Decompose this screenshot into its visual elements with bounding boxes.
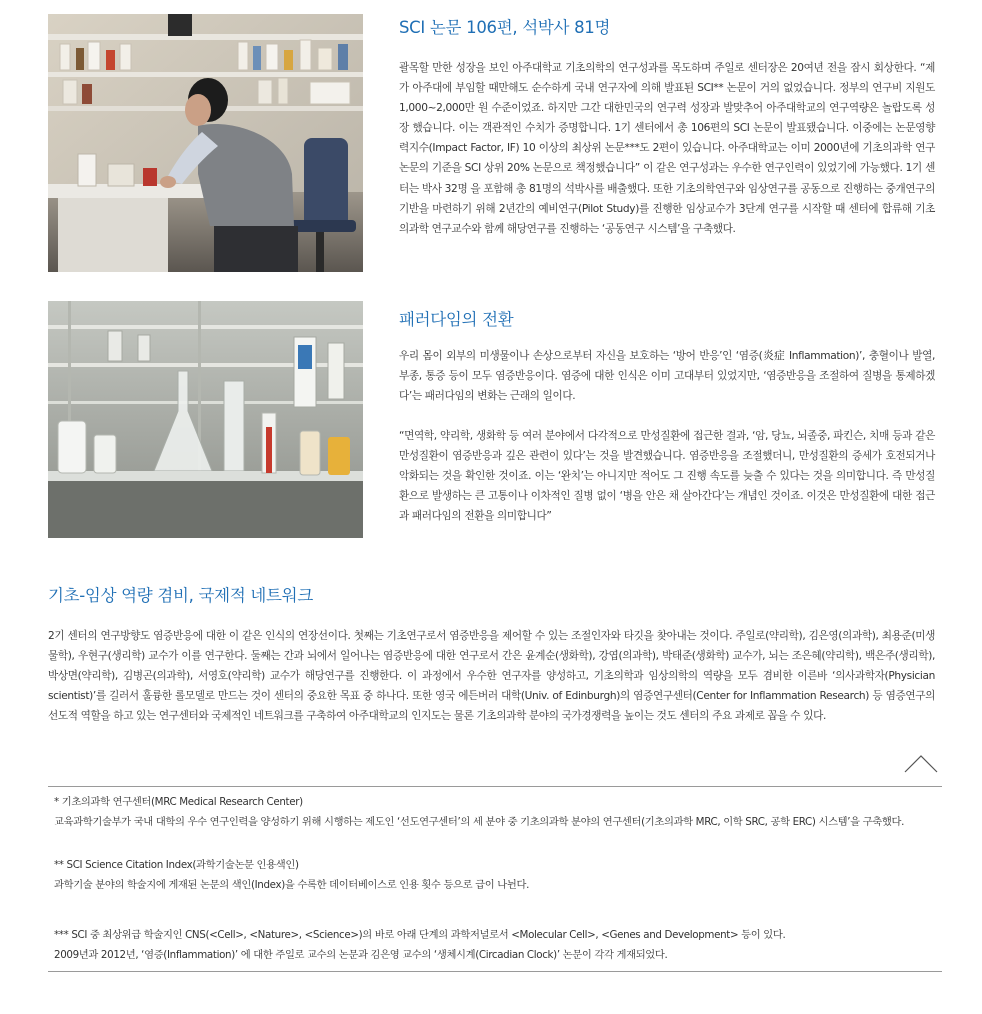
lab-glassware-photo (48, 301, 363, 538)
chevron-up-icon (903, 752, 939, 774)
footnotes-bottom-divider (48, 971, 942, 972)
section-body-paradigm-shift-2 (399, 426, 935, 526)
footnote-sci (54, 855, 935, 895)
footnote-mrc (54, 792, 935, 832)
quote-paragraph: “면역학, 약리학, 생화학 등 여러 분야에서 다각적으로 만성질환에 접근한 결과, ‘암, 당뇨, 뇌졸중, 파킨슨, 치매 등과 같은 만성질환이 염증반응과 깊은 관련이 있다’는 것을 발견했습니다. 염증반응을 조절했더니, 만성질환의 증세가 호전되거나 악화되는 것을 확인한 것이죠. 이는 ‘완치’는 아니지만 적어도 그 진행 속도를 늦출 수 있다는 것을 의미합니다. 즉 만성질환으로 발생하는 큰 고통이나 이차적인 질병 없이 ‘병을 안은 채 살아간다’는 개념인 것이죠. 이것은 만성질환에 대한 접근과 패러다임의 전환을 의미합니다” (399, 430, 935, 523)
section-body-sci-papers (399, 58, 935, 239)
section-title-paradigm-shift: 패러다임의 전환 (399, 310, 514, 329)
footnote-title: *** SCI 중 최상위급 학술지인 CNS(<Cell>, <Nature>, <Science>)의 바로 아래 단계의 과학저널로서 <Molecular Cell>, <Genes and Development> 등이 있다. (54, 929, 786, 941)
footnote-text: 교육과학기술부가 국내 대학의 우수 연구인력을 양성하기 위해 시행하는 제도인 ‘선도연구센터’의 세 분야 중 기초의과학 분야의 연구센터(기초의과학 MRC, 이학 SRC, 공학 ERC) 시스템’을 구축했다. (54, 816, 905, 828)
footnote-text: 과학기술 분야의 학술지에 게재된 논문의 색인(Index)을 수록한 데이터베이스로 인용 횟수 등으로 급이 나뉜다. (54, 879, 529, 891)
footnotes-top-divider (48, 786, 942, 787)
footnote-text: 2009년과 2012년, ‘염증(Inflammation)’ 에 대한 주일로 교수의 논문과 김은영 교수의 ‘생체시계(Circadian Clock)’ 논문이 각각 게재되었다. (54, 949, 668, 961)
section-title-international-network: 기초-임상 역량 겸비, 국제적 네트워크 (48, 586, 313, 605)
paragraph: 2기 센터의 연구방향도 염증반응에 대한 이 같은 인식의 연장선이다. 첫째는 기초연구로서 염증반응을 제어할 수 있는 조절인자와 타깃을 찾아내는 것이다. 주일로(약리학), 김은영(의과학), 최용준(미생물학), 우현구(생리학) 교수가 이를 연구한다. 둘째는 간과 뇌에서 일어나는 염증반응에 대한 연구로서 간은 윤계순(생화학), 강엽(의과학), 박태준(생화학) 교수가, 뇌는 조은혜(약리학), 백은주(생리학), 박상면(약리학), 김병곤(의과학), 서영호(약리학) 교수가 해당연구를 진행한다. 이 과정에서 우수한 연구자를 양성하고, 기초의학과 임상의학의 역량을 모두 겸비한 이른바 ‘의사과학자(Physician scientist)’를 길러서 훌륭한 롤모델로 만드는 것이 센터의 중요한 목표 중 하나다. 또한 영국 에든버러 대학(Univ. of Edinburgh)의 염증연구센터(Center for Inflammation Research) 등 염증연구의 선도적 역할을 하고 있는 연구센터와 국제적인 네트워크를 구축하여 아주대학교의 인지도는 물론 기초의과학 분야의 국가경쟁력을 높이는 것도 센터의 주요 과제로 꼽을 수 있다. (48, 630, 935, 723)
footnote-title: * 기초의과학 연구센터(MRC Medical Research Center) (54, 796, 303, 808)
lab-researcher-photo (48, 14, 363, 272)
section-body-paradigm-shift-1 (399, 346, 935, 406)
section-body-international-network (48, 626, 935, 726)
footnote-top-journals (54, 925, 935, 965)
paragraph: 괄목할 만한 성장을 보인 아주대학교 기초의학의 연구성과를 목도하며 주일로 센터장은 20여년 전을 잠시 회상한다. “제가 아주대에 부임할 때만해도 순수하게 국내 연구자에 의해 발표된 SCI** 논문이 거의 없었습니다. 정부의 연구비 지원도 1,000~2,000만 원 수준이었죠. 하지만 그간 대한민국의 연구력 성장과 발맞추어 아주대학교의 연구역량은 놀랍도록 성장 했습니다. 이는 객관적인 수치가 증명합니다. 1기 센터에서 총 106편의 SCI 논문이 발표됐습니다. 이중에는 논문영향력지수(Impact Factor, IF) 10 이상의 최상위 논문***도 2편이 있습니다. 아주대학교는 이미 2000년에 기초의과학 연구논문의 기준을 SCI 상위 20% 논문으로 책정했습니다” 이 같은 연구성과는 우수한 연구인력이 있었기에 가능했다. 1기 센터는 박사 32명 을 포함해 총 81명의 석박사를 배출했다. 또한 기초의학연구와 임상연구를 공동으로 진행하는 중개연구의 기반을 마련하기 위해 2년간의 예비연구(Pilot Study)를 진행한 임상교수가 3단계 연구를 시작할 때 센터에 합류해 기초의과학 연구교수와 함께 해당연구를 진행하는 ‘공동연구 시스템’을 구축했다. (399, 62, 935, 235)
section-title-sci-papers: SCI 논문 106편, 석박사 81명 (399, 18, 611, 37)
scroll-top-button[interactable] (903, 752, 939, 774)
paragraph: 우리 몸이 외부의 미생물이나 손상으로부터 자신을 보호하는 ‘방어 반응’인 ‘염증(炎症 Inflammation)’, 충혈이나 발열, 부종, 통증 등이 모두 염증반응이다. 염증에 대한 인식은 이미 고대부터 있었지만, ‘염증반응을 조절하여 질병을 통제하겠다’는 패러다임의 변화는 근래의 일이다. (399, 350, 935, 403)
footnote-title: ** SCI Science Citation Index(과학기술논문 인용색인) (54, 859, 299, 871)
